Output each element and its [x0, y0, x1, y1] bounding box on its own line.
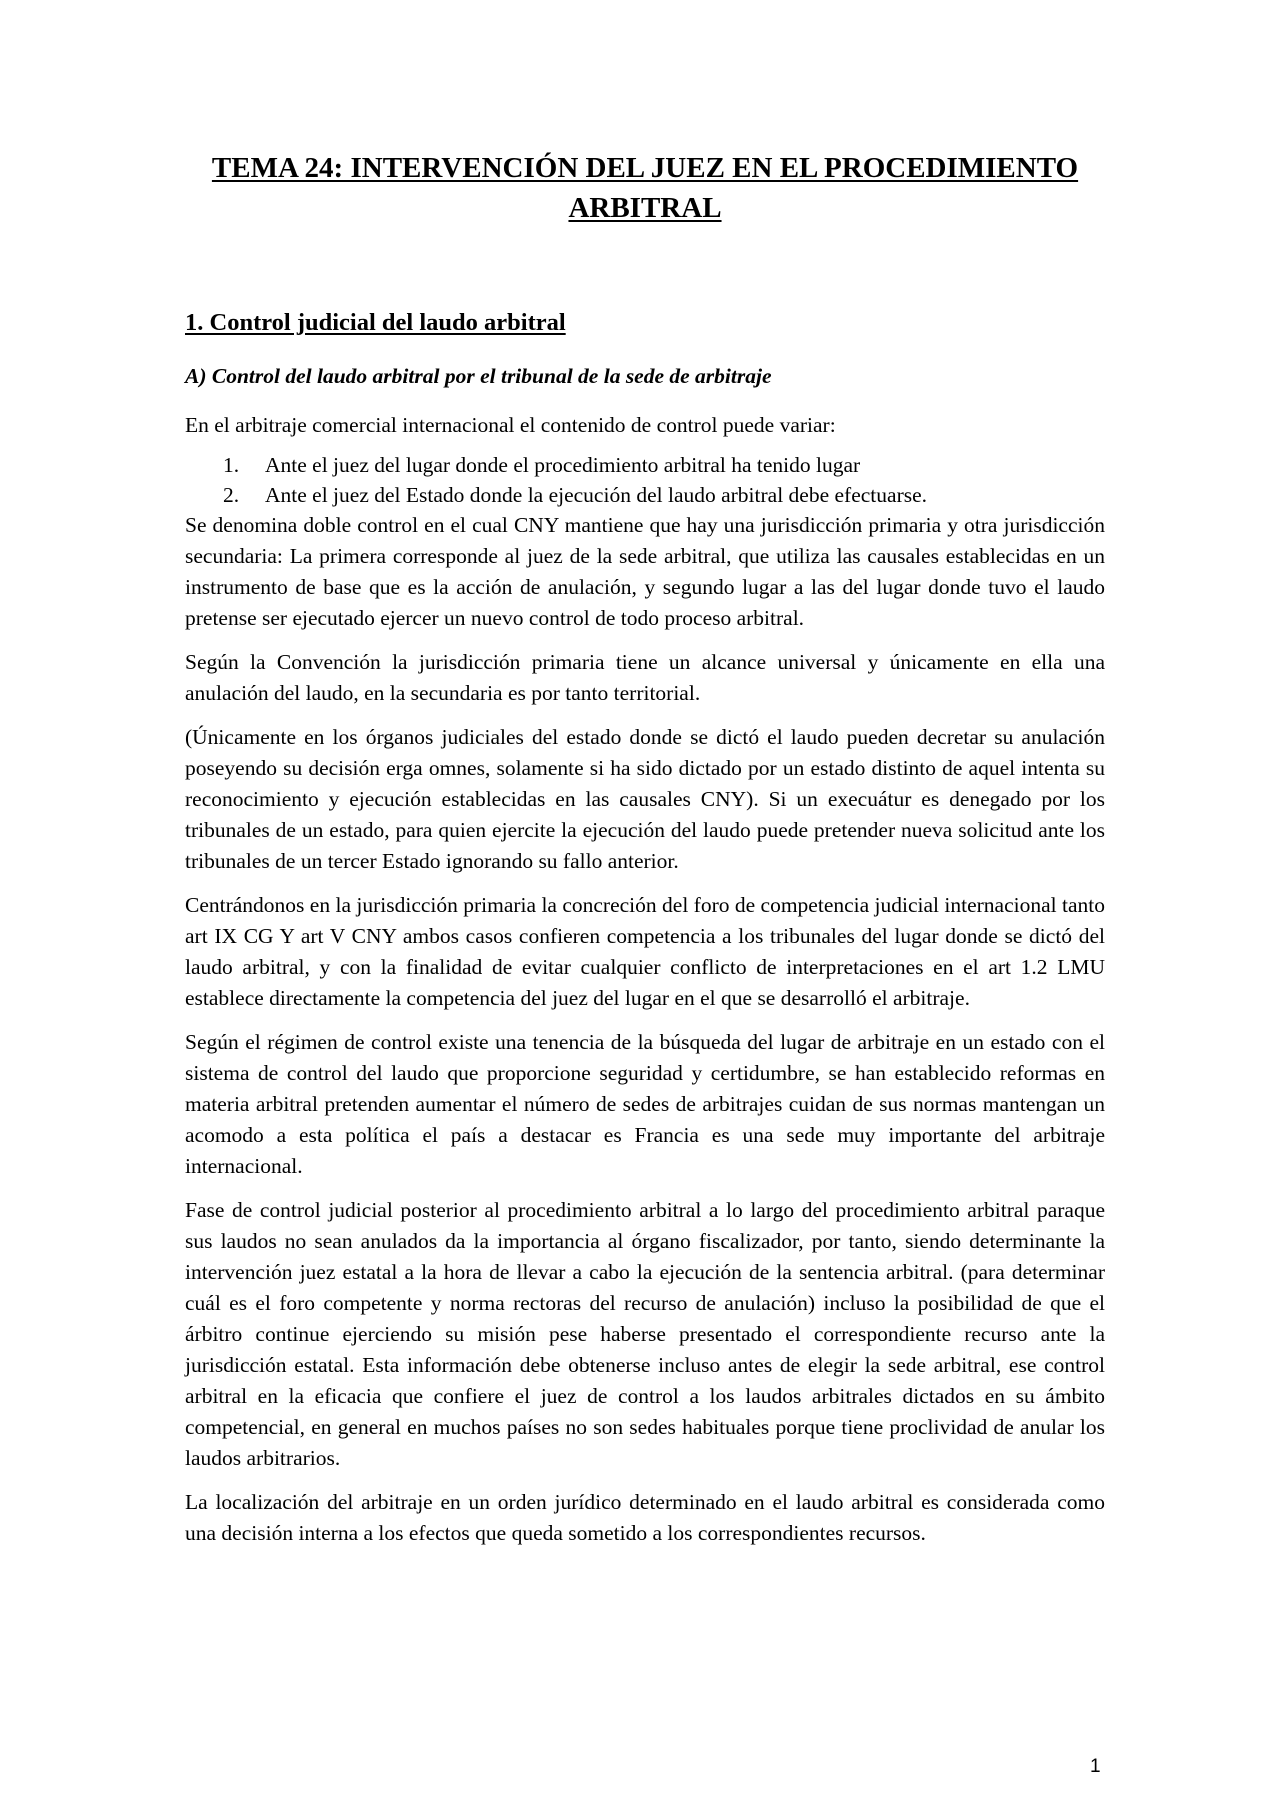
paragraph: (Únicamente en los órganos judiciales del estado donde se dictó el laudo pueden decretar su anulación poseyendo su decisión erga omnes, solamente si ha sido dictado por un estado distinto de aquel intenta su reconocimiento y ejecución establecidas en las causales CNY). Si un execuátur es denegado por los tribunales de un estado, para quien ejercite la ejecución del laudo puede pretender nueva solicitud ante los tribunales de un tercer Estado ignorando su fallo anterior. — [185, 725, 1105, 873]
paragraph: Fase de control judicial posterior al procedimiento arbitral a lo largo del procedimiento arbitral paraque sus laudos no sean anulados da la importancia al órgano fiscalizador, por tanto, siendo determinante la intervención juez estatal a la hora de llevar a cabo la ejecución de la sentencia arbitral. (para determinar cuál es el foro competente y norma rectoras del recurso de anulación) incluso la posibilidad de que el árbitro continue ejerciendo su misión pese haberse presentado el correspondiente recurso ante la jurisdicción estatal. Esta información debe obtenerse incluso antes de elegir la sede arbitral, ese control arbitral en la eficacia que confiere el juez de control a los laudos arbitrales dictados en su ámbito competencial, en general en muchos países no son sedes habituales porque tiene proclividad de anular los laudos arbitrarios. — [185, 1198, 1105, 1470]
subheading: A) Control del laudo arbitral por el tribunal de la sede de arbitraje — [185, 364, 772, 388]
list-item-text: Ante el juez del lugar donde el procedimiento arbitral ha tenido lugar — [265, 453, 861, 477]
document-title — [185, 148, 1105, 228]
paragraph: Se denomina doble control en el cual CNY mantiene que hay una jurisdicción primaria y otra jurisdicción secundaria: La primera corresponde al juez de la sede arbitral, que utiliza las causales establecidas en un instrumento de base que es la acción de anulación, y segundo lugar a las del lugar donde tuvo el laudo pretense ser ejecutado ejercer un nuevo control de todo proceso arbitral. — [185, 513, 1105, 630]
intro-paragraph: En el arbitraje comercial internacional el contenido de control puede variar: — [185, 413, 836, 437]
list-item — [185, 450, 1105, 480]
control-list — [185, 450, 1105, 510]
list-item-number: 2. — [223, 483, 240, 507]
body-text — [185, 410, 1105, 1562]
title-line-2: ARBITRAL — [568, 192, 722, 224]
paragraph: Centrándonos en la jurisdicción primaria la concreción del foro de competencia judicial internacional tanto art IX CG Y art V CNY ambos casos confieren competencia a los tribunales del lugar donde se dictó del laudo arbitral, y con la finalidad de evitar cualquier conflicto de interpretaciones en el art 1.2 LMU establece directamente la competencia del juez del lugar en el que se desarrolló el arbitraje. — [185, 893, 1105, 1010]
page-number: 1 — [1090, 1756, 1101, 1777]
paragraph: Según el régimen de control existe una tenencia de la búsqueda del lugar de arbitraje en un estado con el sistema de control del laudo que proporcione seguridad y certidumbre, se han establecido reformas en materia arbitral pretenden aumentar el número de sedes de arbitrajes cuidan de sus normas mantengan un acomodo a esta política el país a destacar es Francia es una sede muy importante del arbitraje internacional. — [185, 1030, 1105, 1178]
list-item-number: 1. — [223, 453, 240, 477]
title-line-1: TEMA 24: INTERVENCIÓN DEL JUEZ EN EL PROCEDIMIENTO — [211, 152, 1079, 184]
paragraph: La localización del arbitraje en un orden jurídico determinado en el laudo arbitral es considerada como una decisión interna a los efectos que queda sometido a los correspondientes recursos. — [185, 1490, 1105, 1545]
section-heading: 1. Control judicial del laudo arbitral — [185, 309, 566, 336]
list-item — [185, 480, 1105, 510]
paragraph: Según la Convención la jurisdicción primaria tiene un alcance universal y únicamente en ella una anulación del laudo, en la secundaria es por tanto territorial. — [185, 650, 1105, 705]
list-item-text: Ante el juez del Estado donde la ejecución del laudo arbitral debe efectuarse. — [265, 483, 928, 507]
